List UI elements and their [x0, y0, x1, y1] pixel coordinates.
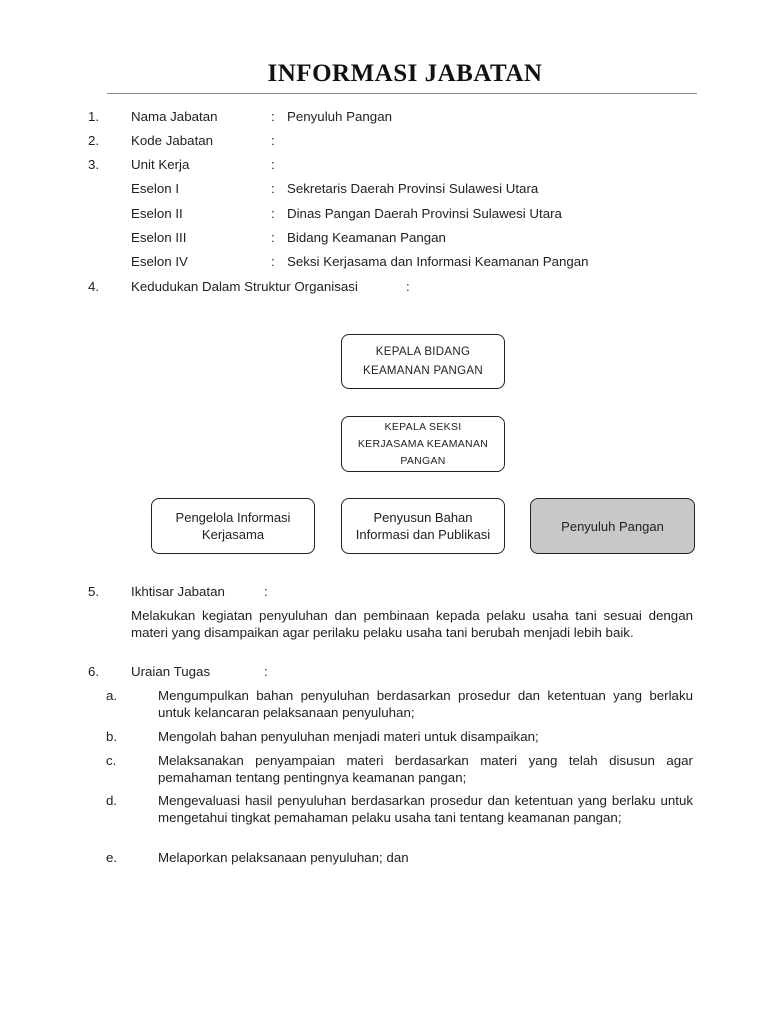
- org-box-penyuluh-pangan: [530, 498, 695, 554]
- org-box-line: KEPALA BIDANG: [375, 345, 471, 358]
- task-text: Mengumpulkan bahan penyuluhan berdasarkan prosedur dan ketentuan yang berlaku untuk kelancaran pelaksanaan penyuluhan;: [158, 688, 693, 720]
- item-colon: :: [271, 109, 275, 124]
- eselon-label: Eselon IV: [131, 254, 188, 269]
- item-number: 3.: [88, 157, 100, 172]
- org-box-line: KEPALA SEKSI: [384, 420, 462, 433]
- item-value-nama-jabatan: Penyuluh Pangan: [287, 109, 392, 124]
- org-box-line: Pengelola Informasi: [175, 510, 291, 525]
- ikhtisar-colon: :: [264, 584, 268, 599]
- item-label-unit-kerja: Unit Kerja: [131, 157, 190, 172]
- org-box-kepala-bidang: [341, 334, 505, 389]
- eselon-value: Dinas Pangan Daerah Provinsi Sulawesi Utara: [287, 206, 562, 221]
- task-text: Melaksanakan penyampaian materi berdasarkan materi yang telah disusun agar pemahaman tentang pentingnya keamanan pangan;: [158, 753, 693, 785]
- eselon-value: Bidang Keamanan Pangan: [287, 230, 446, 245]
- task-letter: d.: [106, 793, 118, 808]
- org-box-line: KERJASAMA KEAMANAN: [357, 437, 489, 450]
- eselon-label: Eselon III: [131, 230, 187, 245]
- item-number: 6.: [88, 664, 100, 679]
- eselon-colon: :: [271, 230, 275, 245]
- kedudukan-colon: :: [406, 279, 410, 294]
- org-box-line: Penyusun Bahan: [373, 510, 473, 525]
- item-number: 5.: [88, 584, 100, 599]
- item-number: 2.: [88, 133, 100, 148]
- item-number: 4.: [88, 279, 100, 294]
- org-box-line: Kerjasama: [201, 527, 265, 542]
- item-number: 1.: [88, 109, 100, 124]
- org-box-line: Penyuluh Pangan: [561, 518, 664, 534]
- eselon-colon: :: [271, 206, 275, 221]
- eselon-value: Seksi Kerjasama dan Informasi Keamanan Pangan: [287, 254, 589, 269]
- task-text: Mengevaluasi hasil penyuluhan berdasarkan prosedur dan ketentuan yang berlaku untuk mengetahui tingkat pemahaman pelaku usaha tani tentang keamanan pangan;: [158, 793, 693, 825]
- ikhtisar-text: Melakukan kegiatan penyuluhan dan pembinaan kepada pelaku usaha tani sesuai dengan materi yang disampaikan agar perilaku pelaku usaha tani berubah menjadi lebih baik.: [131, 608, 693, 640]
- ikhtisar-label: Ikhtisar Jabatan: [131, 584, 225, 599]
- task-text: Melaporkan pelaksanaan penyuluhan; dan: [158, 850, 409, 865]
- eselon-value: Sekretaris Daerah Provinsi Sulawesi Utara: [287, 181, 539, 196]
- org-box-line: Informasi dan Publikasi: [355, 527, 491, 542]
- item-colon: :: [271, 133, 275, 148]
- task-letter: a.: [106, 688, 118, 703]
- document-title: INFORMASI JABATAN: [267, 60, 543, 87]
- org-box-kepala-seksi: [341, 416, 505, 472]
- task-letter: e.: [106, 850, 118, 865]
- eselon-label: Eselon I: [131, 181, 180, 196]
- eselon-label: Eselon II: [131, 206, 183, 221]
- uraian-label: Uraian Tugas: [131, 664, 211, 679]
- eselon-colon: :: [271, 181, 275, 196]
- task-text: Mengolah bahan penyuluhan menjadi materi untuk disampaikan;: [158, 729, 539, 744]
- eselon-colon: :: [271, 254, 275, 269]
- org-box-line: KEAMANAN PANGAN: [363, 364, 483, 377]
- task-letter: b.: [106, 729, 118, 744]
- title-underline: [107, 93, 697, 94]
- item-label-nama-jabatan: Nama Jabatan: [131, 109, 218, 124]
- task-letter: c.: [106, 753, 117, 768]
- org-box-pengelola-informasi: [151, 498, 315, 554]
- org-box-line: PANGAN: [400, 454, 446, 467]
- uraian-colon: :: [264, 664, 268, 679]
- org-box-penyusun-bahan: [341, 498, 505, 554]
- item-colon: :: [271, 157, 275, 172]
- kedudukan-label: Kedudukan Dalam Struktur Organisasi: [131, 279, 358, 294]
- item-label-kode-jabatan: Kode Jabatan: [131, 133, 214, 148]
